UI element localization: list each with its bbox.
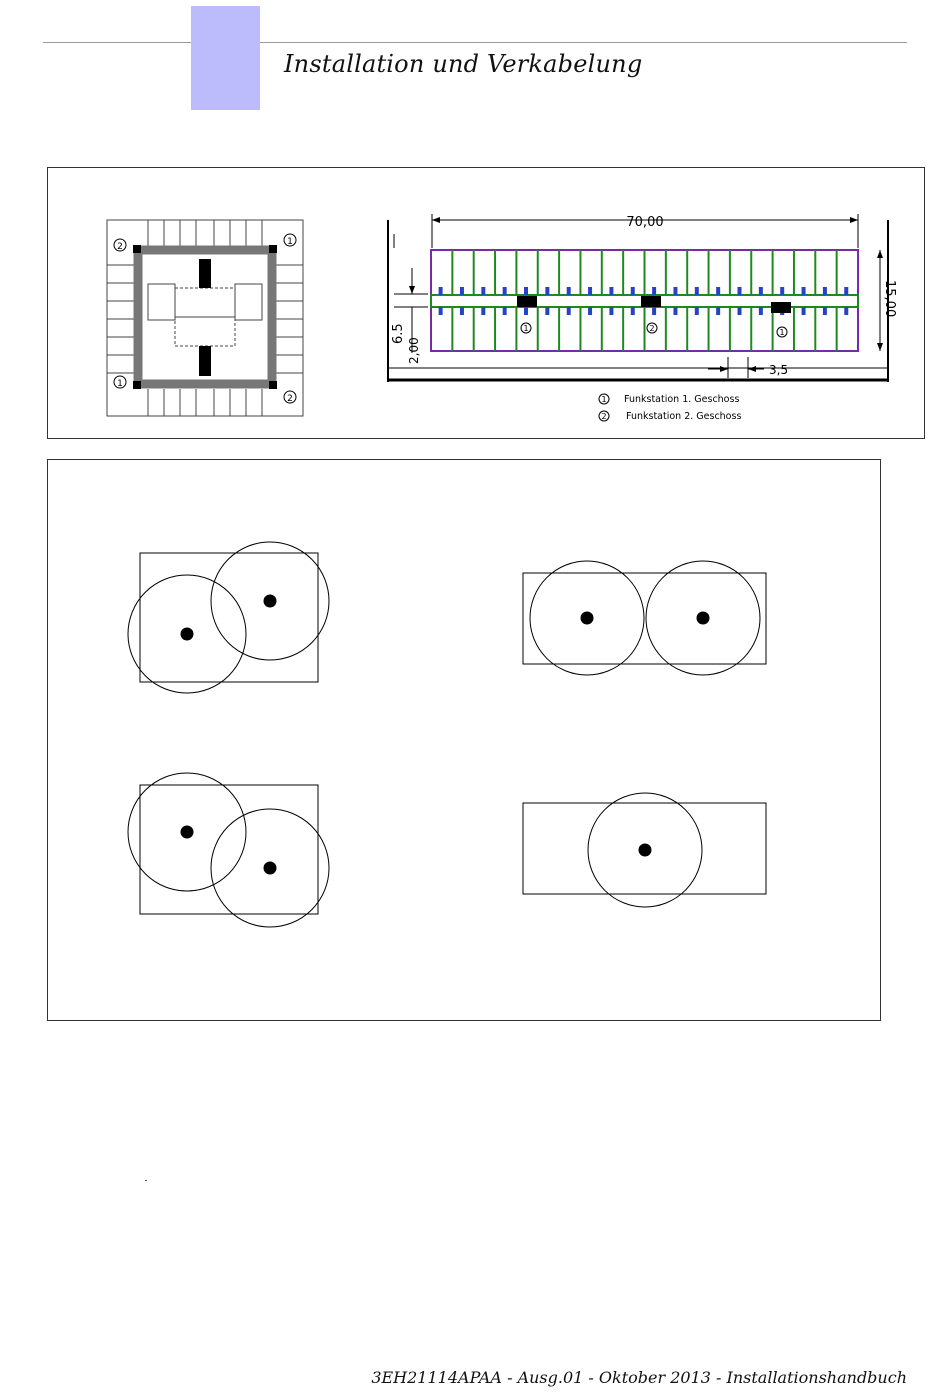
hall-fixture [780, 287, 784, 295]
building-plans-drawing [48, 168, 924, 438]
figure-coverage-diagrams [47, 459, 881, 1021]
dimension-corridor: 2,00 [407, 337, 421, 364]
chapter-title: Installation und Verkabelung [284, 50, 643, 78]
hall-fixture [460, 307, 464, 315]
header-rule [43, 42, 907, 43]
hall-fixture [481, 307, 485, 315]
legend-item-floor-2: Funkstation 2. Geschoss [626, 411, 742, 422]
dimension-width: 15,00 [882, 280, 897, 318]
svg-text:2: 2 [117, 242, 123, 252]
svg-text:2: 2 [649, 324, 655, 333]
hall-fixture [802, 287, 806, 295]
hall-fixture [631, 307, 635, 315]
svg-text:1: 1 [523, 324, 529, 333]
station-dot [181, 826, 193, 838]
coverage-diagram-side-by-side [523, 561, 766, 675]
hall-fixture [844, 287, 848, 295]
hall-fixture [588, 307, 592, 315]
coverage-diagram-centered [523, 793, 766, 907]
station-dot [581, 612, 593, 624]
hall-fixture [524, 287, 528, 295]
hall-fixture [695, 307, 699, 315]
dimension-left-offset: 6.5 [391, 323, 406, 344]
hall-fixture [545, 307, 549, 315]
station-dot [639, 844, 651, 856]
dimension-length: 70,00 [626, 215, 664, 230]
hall-fixture [823, 287, 827, 295]
station-dot [181, 628, 193, 640]
hall-station-1 [521, 323, 531, 333]
dimension-spacing: 3,5 [769, 363, 789, 377]
hall-fixture [481, 287, 485, 295]
square-building-plan [107, 220, 303, 416]
hall-fixture [503, 307, 507, 315]
hall-fixture [609, 307, 613, 315]
svg-text:1: 1 [287, 237, 293, 247]
hall-fixture [695, 287, 699, 295]
hall-fixture [802, 307, 806, 315]
hall-fixture [567, 307, 571, 315]
hall-fixture [738, 307, 742, 315]
hall-fixture [759, 307, 763, 315]
hall-fixture [567, 287, 571, 295]
svg-text:2: 2 [601, 412, 607, 421]
hall-fixture [823, 307, 827, 315]
hall-legend [599, 394, 741, 422]
hall-fixture [588, 287, 592, 295]
station-dot [264, 595, 276, 607]
hall-station-2 [647, 323, 657, 333]
chapter-tab [191, 6, 260, 110]
hall-fixture [652, 287, 656, 295]
hall-fixture [759, 287, 763, 295]
svg-text:1: 1 [601, 395, 607, 404]
stray-mark [145, 1180, 147, 1181]
svg-text:1: 1 [779, 328, 785, 337]
hall-fixture [716, 287, 720, 295]
station-dot [697, 612, 709, 624]
hall-fixture [460, 287, 464, 295]
hall-fixture [716, 307, 720, 315]
hall-fixture [844, 307, 848, 315]
station-dot [264, 862, 276, 874]
page-footer: 3EH21114APAA - Ausg.01 - Oktober 2013 - Installationshandbuch [371, 1368, 907, 1387]
hall-floor-plan [388, 214, 897, 422]
hall-fixture [738, 287, 742, 295]
figure-building-plans [47, 167, 925, 439]
hall-fixture [652, 307, 656, 315]
hall-fixture [524, 307, 528, 315]
hall-fixture [439, 307, 443, 315]
hall-fixture [545, 287, 549, 295]
hall-station-3 [777, 327, 787, 337]
hall-fixture [631, 287, 635, 295]
svg-text:1: 1 [117, 379, 123, 389]
hall-fixture [503, 287, 507, 295]
hall-fixture [673, 287, 677, 295]
hall-fixture [673, 307, 677, 315]
svg-text:2: 2 [287, 394, 293, 404]
coverage-diagram-diagonal-overlap-inverse [128, 773, 329, 927]
legend-item-floor-1: Funkstation 1. Geschoss [624, 394, 740, 405]
hall-fixture [609, 287, 613, 295]
coverage-diagram-diagonal-overlap [128, 542, 329, 693]
coverage-diagrams-drawing [48, 460, 880, 1020]
hall-fixture [439, 287, 443, 295]
